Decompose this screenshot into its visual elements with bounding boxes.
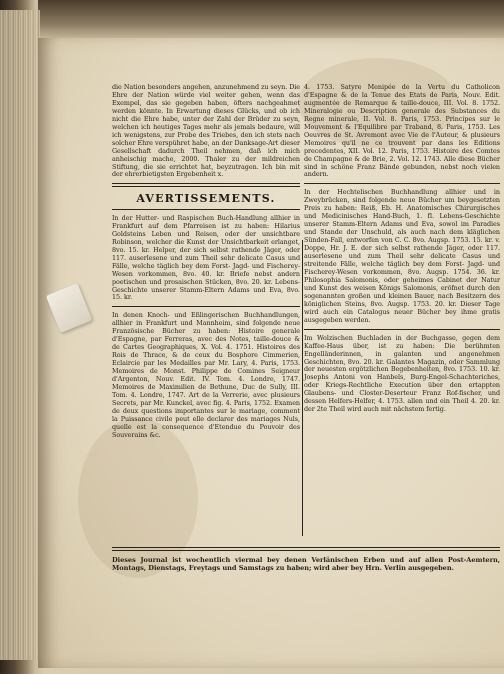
section-rule [112,183,300,187]
advert-hechtel: In der Hechtelischen Buchhandlung allhier und in Zweybrücken, sind folgende neue Bücher um beygesetzten Preis zu haben: Reiß, Eb. H. Anatomisches Chirurgisches und Medicinisches Hand-Buch, 1. fl. Lebens-Geschichte unserer Stamm-Eltern Adams und Eva, sowol im Paradies und Stande der Unschuld, als auch nach dem kläglichen Sünden-Fall, entworfen von C. C. 8vo. Augsp. 1753. 15. kr. v. Doppe, Hr. J. E. der sich selbst rathende Jäger, oder 117. auserlesene und zum Theil sehr delicate Casus und streitende Fälle, welche täglich bey dem Forst- Jagd- und Fischerey-Wesen vorkommen, 8vo. Augsp. 1754. 36. kr. Philosophia Salomonis, oder geheimes Cabinet der Natur und Kunst des weisen Königs Salomonis, eröfnet durch den sogenannten großen und kleinen Bauer, nach Besitzern des königlichen Steins, 8vo. Augsp. 1753. 20. kr. Dieser Tage wird auch ein Catalogus neuer Bücher bey ihme gratis ausgegeben werden. [304,188,500,324]
left-column [112,84,300,440]
column-divider [302,240,303,536]
section-rule [304,329,500,330]
advert-knoch-esslinger: In denen Knoch- und Eßlingerischen Buchhandlungen, allhier in Frankfurt und Mannheim, sind folgende neue Französische Bücher zu haben: Histoire generale d'Espagne, par Ferreras, avec des Notes, taille-douce & de Cartes Geographiques, X. Vol. 4. 1751. Histoires des Rois de Thrace, & de ceux du Bosphore Cimmerien, Eclaircie par les Medailles par Mr. Lary, 4. Paris, 1753. Memoires de Monst. Philippe de Comines Seigneur d'Argenton, Nouv. Edit. IV. Tom. 4. Londre, 1747. Memoires de Maximilien de Bethune, Duc de Sully, III. Tom. 4. Londre, 1747. Art de la Verrerie, avec plusieurs Secrets, par Mr. Kunckel, avec fig. 4. Paris, 1752. Examen de deux questions importantes sur le mariage, comment la Puissance civile peut elle declarer des mariages Nuls, quelle est la consequence d'Etendue du Pouvoir des Souverains &c. [112,311,300,439]
right-column [304,84,500,414]
section-heading: AVERTISSEMENTS. [136,191,276,205]
right-top-text: 4. 1753. Satyre Menipée de la Vertu du Catholicon d'Espagne & de la Tenue des Etats de Paris, Nouv. Edit. augmentée de Remarque & taille-douce, III. Vol. 8. 1752. Mineralogie ou Description generale des Substances du Regne minerale, II. Vol. 8. Paris, 1753. Principes sur le Mouvement & l'Equilibre par Traband, 8. Paris, 1753. Les Oeuvres de St. Avremont avec Vie de l'Auteur, & plusieurs Memoires qu'il ne ce trouvent par dans les Editions precedentes, XII. Vol. 12. Paris, 1753. Histoire des Comtes de Champagne & de Brie, 2. Vol. 12. 1743. Alle diese Bücher sind in schöne Franz Bände gebunden, nebst noch vielen andern. [304,83,500,179]
publication-notice: Dieses Journal ist wochentlich viermal bey denen Verlänischen Erben und auf allen Post-Aemtern, Montags, Dienstags, Freytags und Samstags zu haben; wird aber bey Hrn. Verlin ausgegeben. [112,555,500,572]
bottom-notice [112,543,500,572]
advert-wolz: Im Wolzischen Buchladen in der Buchgasse, gegen dem Kaffee-Haus über, ist zu haben: Die berühmten Engelländerinnen, in galanten und angenehmen Geschichten, 8vo. 20. kr. Galantes Magazin, oder Sammlung der neuesten ergötzlichen Begebenheiten, 8vo. 1753. 10. kr. Josephs Antoni von Hanbels, Burg-Engel-Schachteriches, oder Kriegs-Rechtliche Execution über den ertappten Glaubens- und Closter-Deserteur Franz Rof-fischer, und dessen Helfers-Helfer, 4. 1753. allen und ein Theil 4. 20. kr. der 2te Theil wird auch mit nächstem fertig. [304,333,500,414]
section-rule [112,306,300,307]
page-edges [0,10,40,660]
section-rule [112,547,500,551]
section-rule [304,183,500,184]
background-top [38,0,504,40]
advert-hutter-raspe: In der Hutter- und Raspischen Buch-Handlung allhier in Frankfurt auf dem Pfarreisen ist zu haben: Hilarius Goldsteins Leben und Reisen, oder der unsichtbare Robinson, welcher die Kunst der Unsichtbarkeit erlanget, 8vo. 15. kr. Helper, der sich selbst rathende Jäger, oder 117. auserlesene und zum Theil sehr delicate Casus und Fälle, welche täglich bey dem Forst- Jagd- und Fischerey-Wesen vorkommen, 8vo. 40. kr. Briefe nebst andern poetischen und prosaischen Stücken, 8vo. 20. kr. Lebens-Geschichte unserer Stamm-Eltern Adams und Eva, 8vo. 15. kr. [112,213,300,302]
section-rule [112,209,300,210]
left-top-text: die Nation besonders angehen, anzunehmend zu seyn. Die Ehre der Nation würde viel weiter gehen, wenn das Exempel, das sie gegeben haben, öfters nachgeahmet werden könnte. In Erwartung dieses Glücks, und ob ich nicht die Ehre habe, unter der Zahl der Brüder zu seyn, welchen ich heutiges Tages mehr als jemals bedaure, will ich wenigstens, zur Probe des Triebes, den ich stets nach solcher Ehre verspühret habe, an der Danksage-Art dieser Gesellschaft dadurch Theil nehmen, daß ich mich anheischig mache, 2000. Thaler zu der mildreichen Stiftung, die sie errichtet hat, beyzutragen. Ich bin mit der ehrerbietigsten Ergebenheit x. [112,83,300,179]
